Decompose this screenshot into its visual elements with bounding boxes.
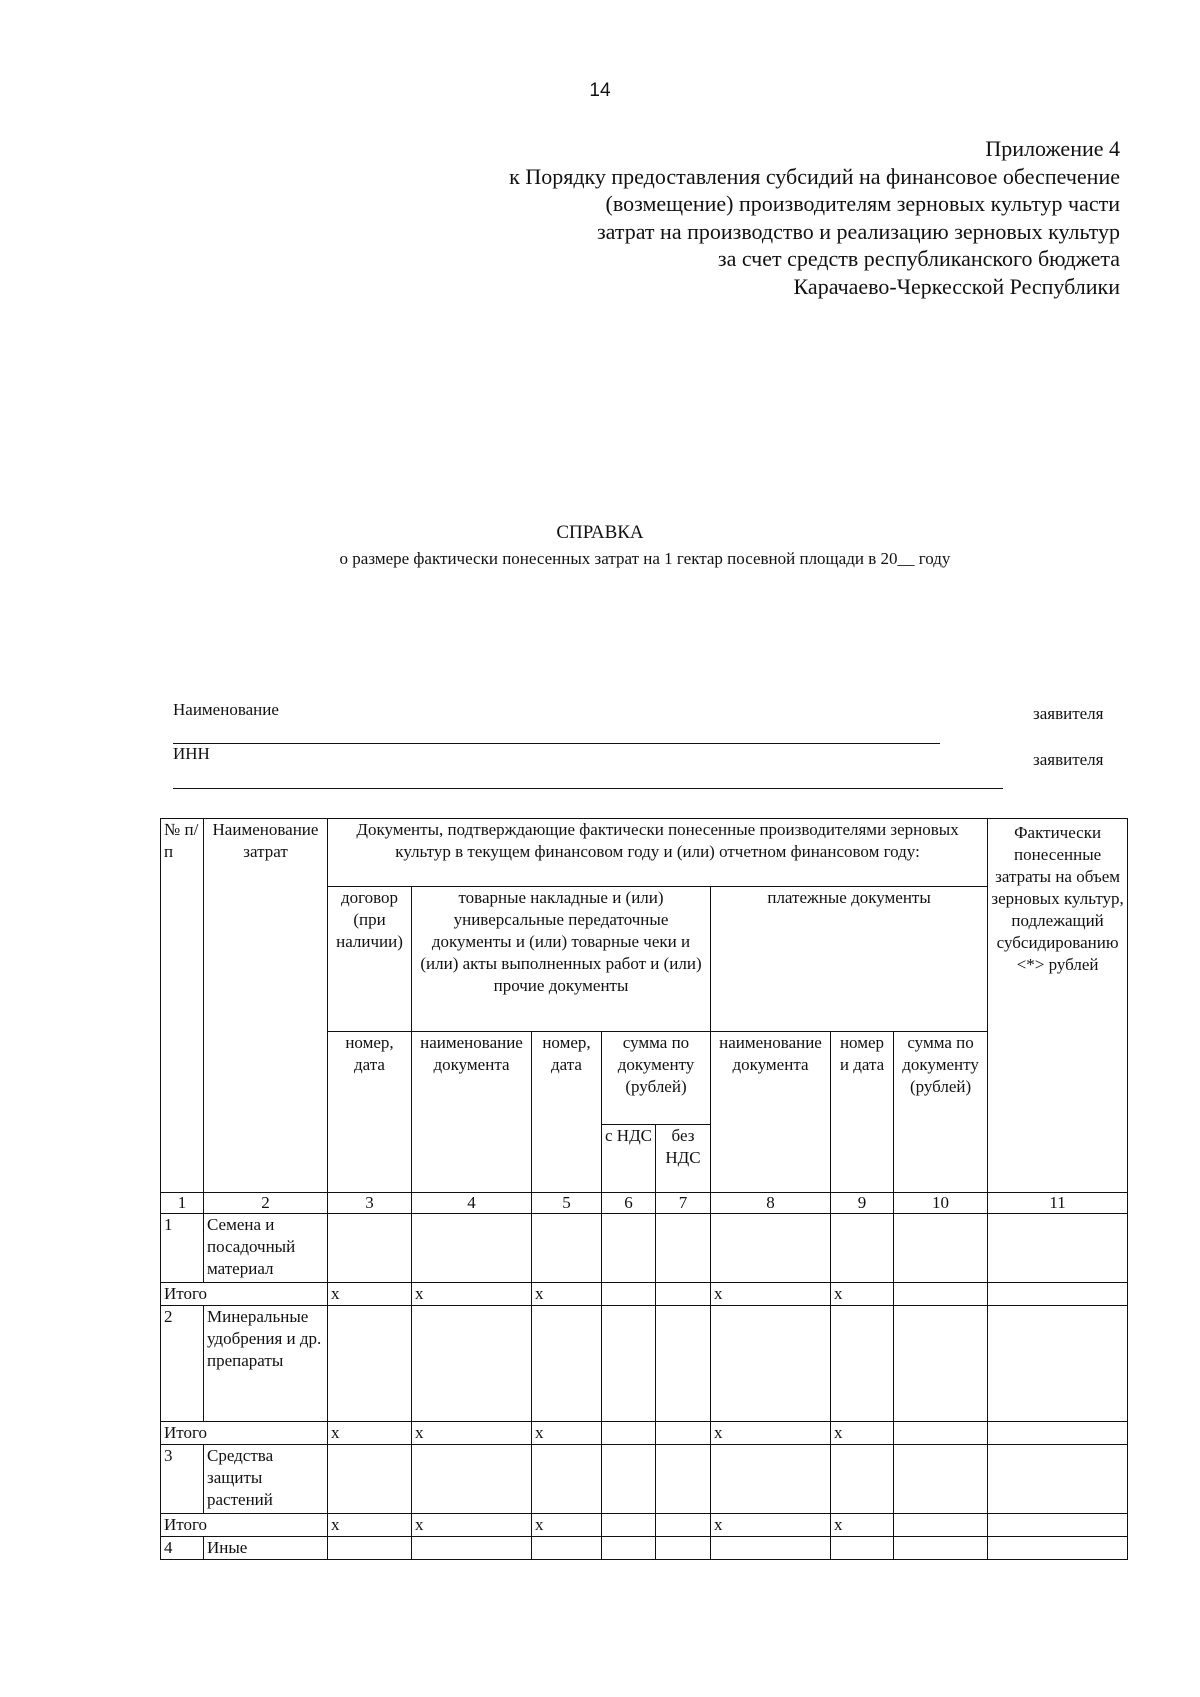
- table-cell[interactable]: [328, 1537, 412, 1560]
- header-num: № п/п: [161, 819, 204, 1193]
- column-numbers-row: [161, 1193, 1128, 1214]
- table-cell[interactable]: [412, 1537, 532, 1560]
- table-cell[interactable]: [988, 1283, 1128, 1306]
- table-cell[interactable]: [711, 1306, 831, 1422]
- column-number: 9: [831, 1193, 894, 1214]
- x-mark: x: [831, 1422, 894, 1445]
- header-pay-doc-name: наименование документа: [711, 1032, 831, 1193]
- table-cell[interactable]: [831, 1214, 894, 1283]
- x-mark: x: [711, 1422, 831, 1445]
- column-number: 6: [602, 1193, 656, 1214]
- table-cell[interactable]: [894, 1214, 988, 1283]
- table-cell[interactable]: [988, 1537, 1128, 1560]
- table-cell[interactable]: [412, 1306, 532, 1422]
- table-cell[interactable]: [656, 1445, 711, 1514]
- table-cell[interactable]: [328, 1445, 412, 1514]
- table-cell[interactable]: [532, 1306, 602, 1422]
- table-cell[interactable]: [412, 1445, 532, 1514]
- table-cell[interactable]: [656, 1537, 711, 1560]
- section-name: Средства защиты растений: [204, 1445, 328, 1514]
- total-row: [161, 1422, 1128, 1445]
- table-cell[interactable]: [894, 1537, 988, 1560]
- table-cell[interactable]: [894, 1422, 988, 1445]
- header-contract-number-date: номер, дата: [328, 1032, 412, 1193]
- appendix-line: (возмещение) производителям зерновых культур части: [605, 191, 1120, 216]
- header-pay-sum: сумма по документу (рублей): [894, 1032, 988, 1193]
- table-cell[interactable]: [988, 1306, 1128, 1422]
- x-mark: x: [532, 1422, 602, 1445]
- appendix-header: [400, 135, 1120, 300]
- header-without-vat: без НДС: [656, 1125, 711, 1193]
- total-label: Итого: [161, 1514, 328, 1537]
- table-cell[interactable]: [602, 1283, 656, 1306]
- x-mark: x: [831, 1283, 894, 1306]
- table-cell[interactable]: [656, 1283, 711, 1306]
- table-row: [161, 1214, 1128, 1283]
- x-mark: x: [711, 1514, 831, 1537]
- appendix-line: Приложение 4: [985, 136, 1120, 161]
- x-mark: x: [412, 1283, 532, 1306]
- appendix-line: Карачаево-Черкесской Республики: [793, 273, 1120, 299]
- total-label: Итого: [161, 1422, 328, 1445]
- table-cell[interactable]: [602, 1514, 656, 1537]
- column-number: 4: [412, 1193, 532, 1214]
- section-name: Семена и посадочный материал: [204, 1214, 328, 1283]
- column-number: 8: [711, 1193, 831, 1214]
- table-cell[interactable]: [831, 1445, 894, 1514]
- header-doc-number-date: номер, дата: [532, 1032, 602, 1193]
- applicant-inn-line[interactable]: [173, 788, 1003, 789]
- column-number: 7: [656, 1193, 711, 1214]
- x-mark: x: [831, 1514, 894, 1537]
- document-title: СПРАВКА: [556, 522, 644, 543]
- table-cell[interactable]: [711, 1445, 831, 1514]
- table-cell[interactable]: [602, 1306, 656, 1422]
- section-name: Минеральные удобрения и др. препараты: [204, 1306, 328, 1422]
- header-pay-number-date: номер и дата: [831, 1032, 894, 1193]
- column-number: 11: [988, 1193, 1128, 1214]
- table-row: [161, 1445, 1128, 1514]
- table-cell[interactable]: [988, 1514, 1128, 1537]
- table-cell[interactable]: [602, 1214, 656, 1283]
- header-with-vat: с НДС: [602, 1125, 656, 1193]
- table-cell[interactable]: [988, 1445, 1128, 1514]
- table-cell[interactable]: [602, 1537, 656, 1560]
- header-payments: платежные документы: [711, 887, 988, 1032]
- header-doc-name: наименование документа: [412, 1032, 532, 1193]
- appendix-line: затрат на производство и реализацию зерновых культур: [596, 218, 1120, 244]
- costs-table: [160, 818, 1128, 1560]
- table-cell[interactable]: [328, 1214, 412, 1283]
- applicant-name-suffix: заявителя: [1033, 704, 1104, 723]
- x-mark: x: [711, 1283, 831, 1306]
- table-cell[interactable]: [894, 1445, 988, 1514]
- applicant-inn-label: ИНН: [173, 744, 210, 763]
- total-row: [161, 1514, 1128, 1537]
- table-cell[interactable]: [602, 1445, 656, 1514]
- page-number: 14: [589, 80, 611, 101]
- x-mark: x: [412, 1514, 532, 1537]
- section-num: 4: [161, 1537, 204, 1560]
- table-cell[interactable]: [656, 1306, 711, 1422]
- applicant-name-line[interactable]: [173, 743, 940, 744]
- section-num: 2: [161, 1306, 204, 1422]
- column-number: 1: [161, 1193, 204, 1214]
- table-row: [161, 1537, 1128, 1560]
- applicant-inn-suffix: заявителя: [1033, 750, 1104, 769]
- applicant-name-label: Наименование: [173, 700, 279, 719]
- header-invoices: товарные накладные и (или) универсальные передаточные документы и (или) товарные чеки и (или) акты выполненных работ и (или) прочие документы: [412, 887, 711, 1032]
- table-cell[interactable]: [988, 1214, 1128, 1283]
- table-cell[interactable]: [894, 1283, 988, 1306]
- x-mark: x: [328, 1514, 412, 1537]
- table-cell[interactable]: [894, 1514, 988, 1537]
- section-name: Иные: [204, 1537, 328, 1560]
- table-cell[interactable]: [831, 1306, 894, 1422]
- section-num: 1: [161, 1214, 204, 1283]
- table-cell[interactable]: [532, 1214, 602, 1283]
- table-cell[interactable]: [656, 1514, 711, 1537]
- table-cell[interactable]: [711, 1537, 831, 1560]
- x-mark: x: [328, 1283, 412, 1306]
- header-cost-name: Наименование затрат: [204, 819, 328, 1193]
- table-cell[interactable]: [894, 1306, 988, 1422]
- header-doc-sum: сумма по документу (рублей): [602, 1032, 711, 1125]
- table-cell[interactable]: [412, 1214, 532, 1283]
- column-number: 10: [894, 1193, 988, 1214]
- table-cell[interactable]: [532, 1445, 602, 1514]
- table-cell[interactable]: [328, 1306, 412, 1422]
- table-cell[interactable]: [656, 1422, 711, 1445]
- total-row: [161, 1283, 1128, 1306]
- section-num: 3: [161, 1445, 204, 1514]
- table-cell[interactable]: [656, 1214, 711, 1283]
- column-number: 2: [204, 1193, 328, 1214]
- table-cell[interactable]: [988, 1422, 1128, 1445]
- table-cell[interactable]: [711, 1214, 831, 1283]
- x-mark: x: [412, 1422, 532, 1445]
- x-mark: x: [328, 1422, 412, 1445]
- total-label: Итого: [161, 1283, 328, 1306]
- header-actual-costs: Фактически понесенные затраты на объем зерновых культур, подлежащий субсидированию <*> рублей: [988, 819, 1128, 1193]
- appendix-line: к Порядку предоставления субсидий на финансовое обеспечение: [509, 163, 1120, 189]
- appendix-line: за счет средств республиканского бюджета: [717, 246, 1120, 271]
- column-number: 3: [328, 1193, 412, 1214]
- table-cell[interactable]: [532, 1537, 602, 1560]
- document-subtitle: о размере фактически понесенных затрат на 1 гектар посевной площади в 20__ году: [339, 549, 951, 568]
- column-number: 5: [532, 1193, 602, 1214]
- table-cell[interactable]: [831, 1537, 894, 1560]
- x-mark: x: [532, 1283, 602, 1306]
- table-cell[interactable]: [602, 1422, 656, 1445]
- header-documents: Документы, подтверждающие фактически понесенные производителями зерновых культур в текущем финансовом году и (или) отчетном финансовом году:: [328, 819, 988, 887]
- header-contract: договор (при наличии): [328, 887, 412, 1032]
- x-mark: x: [532, 1514, 602, 1537]
- table-row: [161, 1306, 1128, 1422]
